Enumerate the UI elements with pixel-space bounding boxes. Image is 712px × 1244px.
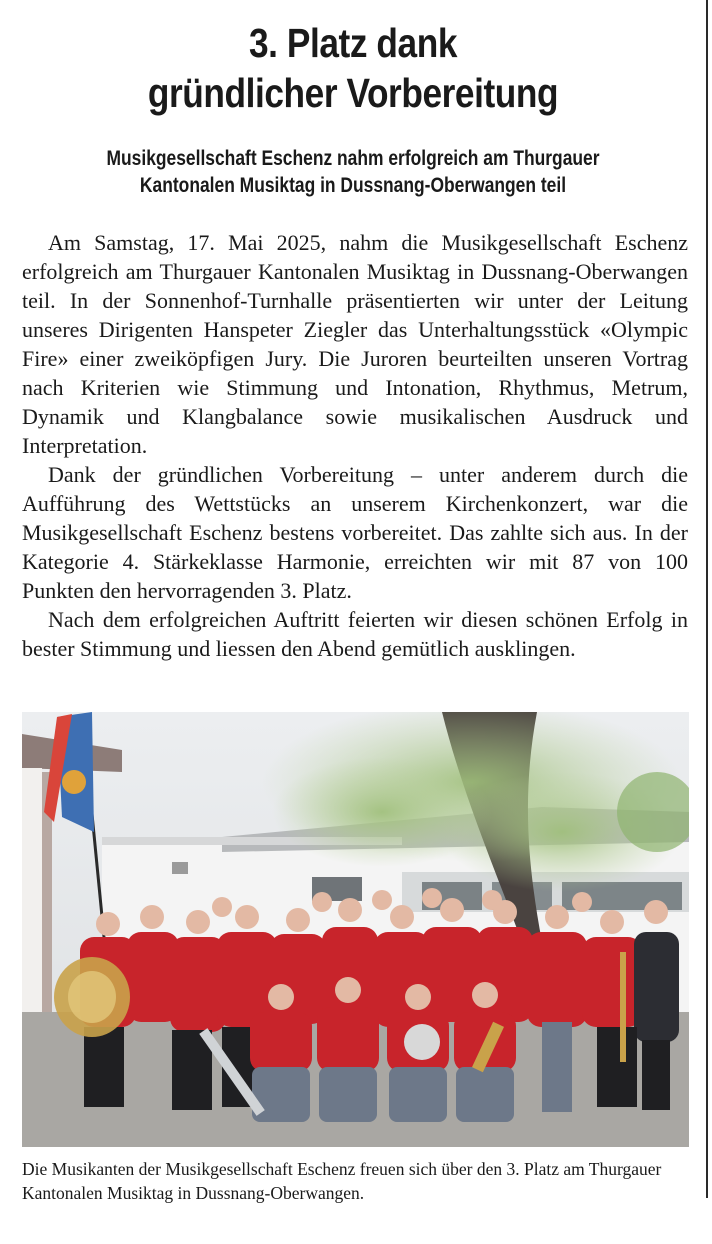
headline: [49, 18, 656, 118]
band-photo-illustration: [22, 712, 689, 1147]
paragraph-1: Am Samstag, 17. Mai 2025, nahm die Musikgesellschaft Eschenz erfolgreich am Thurgauer Kantonalen Musiktag in Dussnang-Oberwangen teil. In der Sonnenhof-Turnhalle präsentierten wir unter der Leitung unseres Dirigenten Hanspeter Ziegler das Unterhaltungsstück «Olympic Fire» einer zweiköpfigen Jury. Die Juroren beurteilten unseren Vortrag nach Kriterien wie Stimmung und Intonation, Rhythmus, Metrum, Dynamik und Klangbalance sowie musikalischen Ausdruck und Interpretation.: [22, 230, 688, 458]
headline-line-2: gründlicher Vorbereitung: [147, 70, 559, 116]
subheadline-line-1: Musikgesellschaft Eschenz nahm erfolgreich am Thurgauer: [106, 147, 600, 170]
article-body: [22, 228, 688, 663]
subheadline: [60, 145, 646, 199]
headline-line-1: 3. Platz dank: [248, 20, 458, 66]
column-rule: [706, 0, 708, 1198]
paragraph-3: Nach dem erfolgreichen Auftritt feierten wir diesen schönen Erfolg in bester Stimmung und liessen den Abend gemütlich ausklingen.: [22, 607, 688, 661]
subheadline-line-2: Kantonalen Musiktag in Dussnang-Oberwangen teil: [139, 174, 567, 197]
group-photo: [22, 712, 689, 1147]
photo-caption: Die Musikanten der Musikgesellschaft Eschenz freuen sich über den 3. Platz am Thurgauer Kantonalen Musiktag in Dussnang-Oberwangen.: [22, 1159, 662, 1203]
paragraph-2: Dank der gründlichen Vorbereitung – unter anderem durch die Aufführung des Wettstücks an unserem Kirchenkonzert, war die Musikgesellschaft Eschenz bestens vorbereitet. Das zahlte sich aus. In der Kategorie 4. Stärkeklasse Harmonie, erreichten wir mit 87 von 100 Punkten den hervorragenden 3. Platz.: [22, 462, 688, 603]
